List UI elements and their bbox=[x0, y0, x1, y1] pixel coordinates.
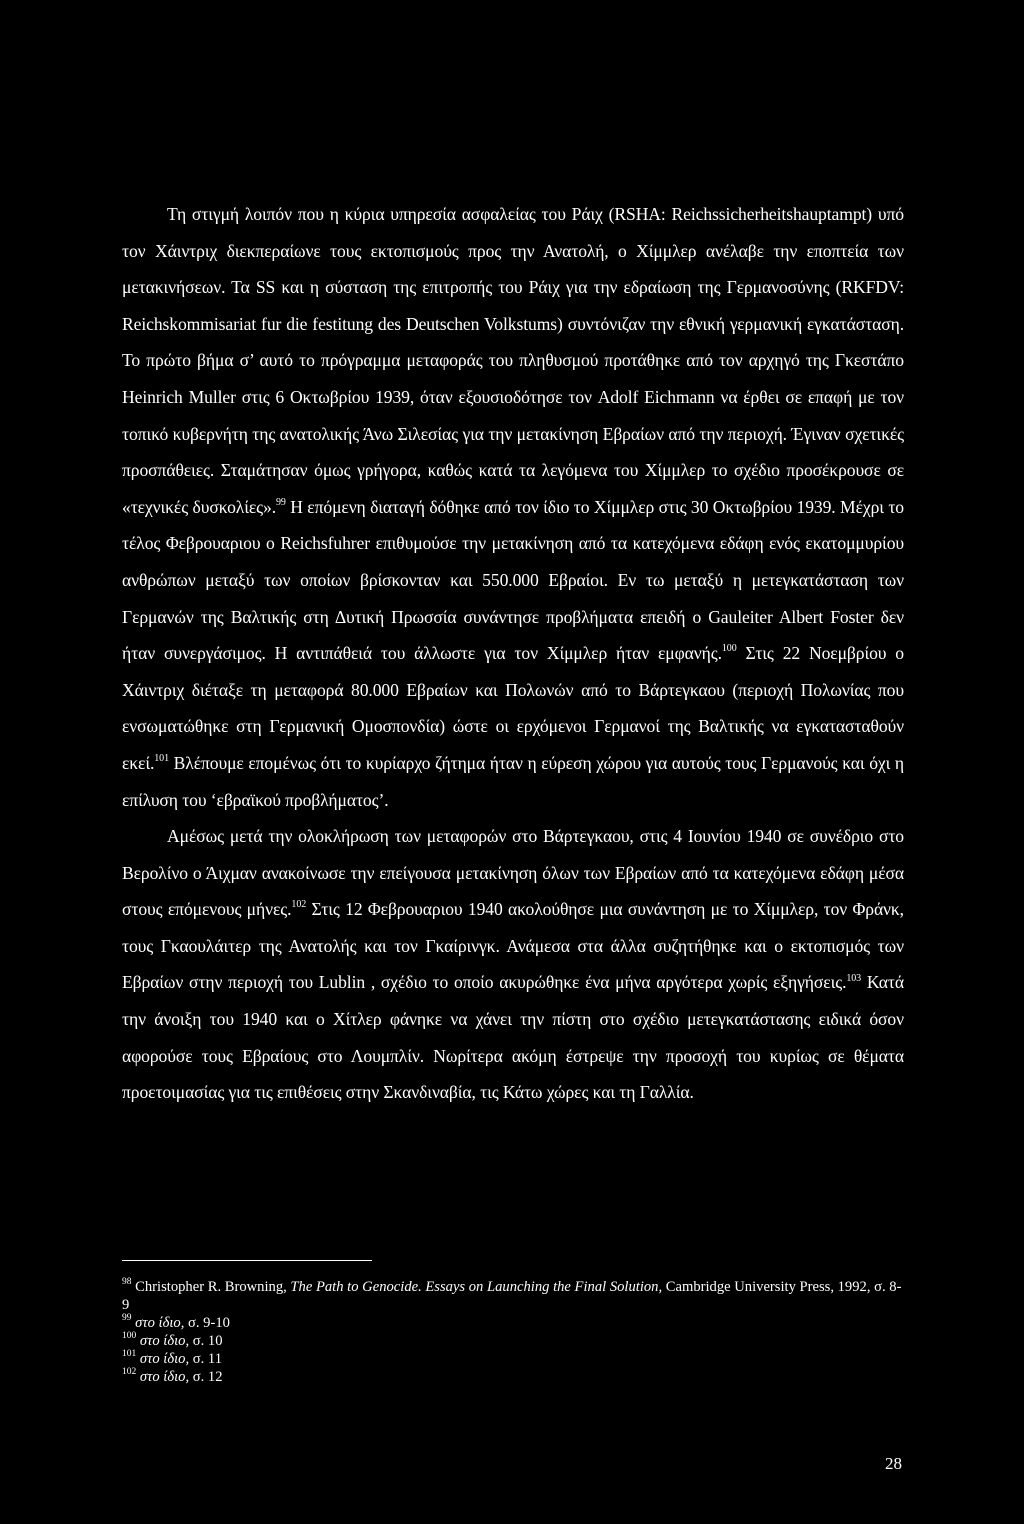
footnote-number: 99 bbox=[122, 1313, 132, 1324]
footnote-reference: 103 bbox=[846, 972, 862, 984]
footnote-text: σ. 9-10 bbox=[184, 1315, 230, 1331]
footnote-title: στο ίδιο, bbox=[139, 1351, 190, 1367]
footnote-reference: 102 bbox=[291, 899, 307, 911]
footnote-separator bbox=[122, 1260, 372, 1261]
footnote bbox=[122, 1368, 904, 1386]
footnote-title: στο ίδιο, bbox=[135, 1315, 185, 1331]
footnote-reference: 100 bbox=[721, 643, 737, 655]
footnote bbox=[122, 1278, 904, 1314]
footnote-reference: 99 bbox=[276, 496, 286, 508]
footnote-reference: 101 bbox=[154, 753, 169, 765]
paragraph-text: Η επόμενη διαταγή δόθηκε από τον ίδιο το Χίμμλερ στις 30 Οκτωβρίου 1939. Μέχρι το τέλος Φεβρουαριου ο Reichsfuhrer επιθυμούσε την μετακίνηση από τα κατεχόμενα εδάφη ενός εκατομμυρίου ανθρώπων μεταξύ των οποίων βρίσκονταν και 550.000 Εβραίοι. Εν τω μεταξύ η μετεγκατάσταση των Γερμανών της Βαλτικής στη Δυτική Πρωσσία συνάντησε προβλήματα επειδή ο Gauleiter Albert Foster δεν ήταν συνεργάσιμος. Η αντιπάθειά του άλλωστε για τον Χίμμλερ ήταν εμφανής. bbox=[122, 496, 904, 664]
footnote-number: 98 bbox=[122, 1277, 132, 1288]
paragraph-text: Στις 12 Φεβρουαριου 1940 ακολούθησε μια συνάντηση με το Χίμμλερ, τον Φράνκ, τους Γκαουλάιτερ της Ανατολής και τον Γκαίρινγκ. Ανάμεσα στα άλλα συζητήθηκε και ο εκτοπισμός των Εβραίων στην περιοχή του Lublin , σχέδιο το οποίο ακυρώθηκε ένα μήνα αργότερα χωρίς εξηγήσεις. bbox=[122, 899, 904, 993]
footnote-text: Christopher R. Browning, bbox=[131, 1279, 291, 1295]
footnote bbox=[122, 1332, 904, 1350]
footnote bbox=[122, 1350, 904, 1368]
footnote-text: σ. 10 bbox=[189, 1333, 223, 1349]
footnote-number: 101 bbox=[122, 1349, 137, 1360]
footnote-number: 102 bbox=[122, 1367, 137, 1378]
footnote-title: The Path to Genocide. Essays on Launching the Final Solution, bbox=[290, 1279, 663, 1295]
paragraph bbox=[122, 818, 904, 1111]
footnotes bbox=[122, 1278, 904, 1386]
paragraph bbox=[122, 196, 904, 818]
paragraph-text: Τη στιγμή λοιπόν που η κύρια υπηρεσία ασφαλείας του Ράιχ (RSHA: Reichssicherheitshauptampt) υπό τον Χάιντριχ διεκπεραίωνε τους εκτοπισμούς προς την Ανατολή, ο Χίμμλερ ανέλαβε την εποπτεία των μετακινήσεων. Τα SS και η σύσταση της επιτροπής του Ράιχ για την εδραίωση της Γερμανοσύνης (RKFDV: Reichskommisariat fur die festitung des Deutschen Volkstums) συντόνιζαν την εθνική γερμανική εγκατάσταση. Το πρώτο βήμα σ’ αυτό το πρόγραμμα μεταφοράς του πληθυσμού προτάθηκε από τον αρχηγό της Γκεστάπο Heinrich Muller στις 6 Οκτωβρίου 1939, όταν εξουσιοδότησε τον Adolf Eichmann να έρθει σε επαφή με τον τοπικό κυβερνήτη της ανατολικής Άνω Σιλεσίας για την μετακίνηση Εβραίων από την περιοχή. Έγιναν σχετικές προσπάθειες. Σταμάτησαν όμως γρήγορα, καθώς κατά τα λεγόμενα του Χίμμλερ το σχέδιο προσέκρουσε σε «τεχνικές δυσκολίες». bbox=[122, 204, 904, 517]
page-number: 28 bbox=[885, 1454, 902, 1473]
footnote-number: 100 bbox=[122, 1331, 137, 1342]
footnote-title: στο ίδιο, bbox=[139, 1369, 190, 1385]
footnote bbox=[122, 1314, 904, 1332]
paragraph-text: Αμέσως μετά την ολοκλήρωση των μεταφορών στο Βάρτεγκαου, στις 4 Ιουνίου 1940 σε συνέδριο στο Βερολίνο ο Άιχμαν ανακοίνωσε την επείγουσα μετακίνηση όλων των Εβραίων από τα κατεχόμενα εδάφη μέσα στους επόμενους μήνες. bbox=[122, 826, 904, 920]
paragraph-text: Κατά την άνοιξη του 1940 και ο Χίτλερ φάνηκε να χάνει την πίστη στο σχέδιο μετεγκατάστασης ειδικά όσον αφορούσε τους Εβραίους στο Λουμπλίν. Νωρίτερα ακόμη έστρεψε την προσοχή του κυρίως σε θέματα προετοιμασίας για τις επιθέσεις στην Σκανδιναβία, τις Κάτω χώρες και τη Γαλλία. bbox=[122, 972, 904, 1103]
paragraph-text: Στις 22 Νοεμβρίου ο Χάιντριχ διέταξε τη μεταφορά 80.000 Εβραίων και Πολωνών από το Βάρτεγκαου (περιοχή Πολωνίας που ενσωματώθηκε στη Γερμανική Ομοσπονδία) ώστε οι ερχόμενοι Γερμανοί της Βαλτικής να εγκατασταθούν εκεί. bbox=[122, 643, 904, 773]
footnote-text: Cambridge University Press, 1992, σ. 8-9 bbox=[122, 1279, 902, 1313]
footnote-text: σ. 11 bbox=[189, 1351, 222, 1367]
paragraph-text: Βλέπουμε επομένως ότι το κυρίαρχο ζήτημα ήταν η εύρεση χώρου για αυτούς τους Γερμανούς και όχι η επίλυση του ‘εβραϊκού προβλήματος’. bbox=[122, 752, 904, 810]
footnote-text: σ. 12 bbox=[189, 1369, 223, 1385]
body-text bbox=[122, 196, 904, 1111]
footnote-title: στο ίδιο, bbox=[139, 1333, 190, 1349]
